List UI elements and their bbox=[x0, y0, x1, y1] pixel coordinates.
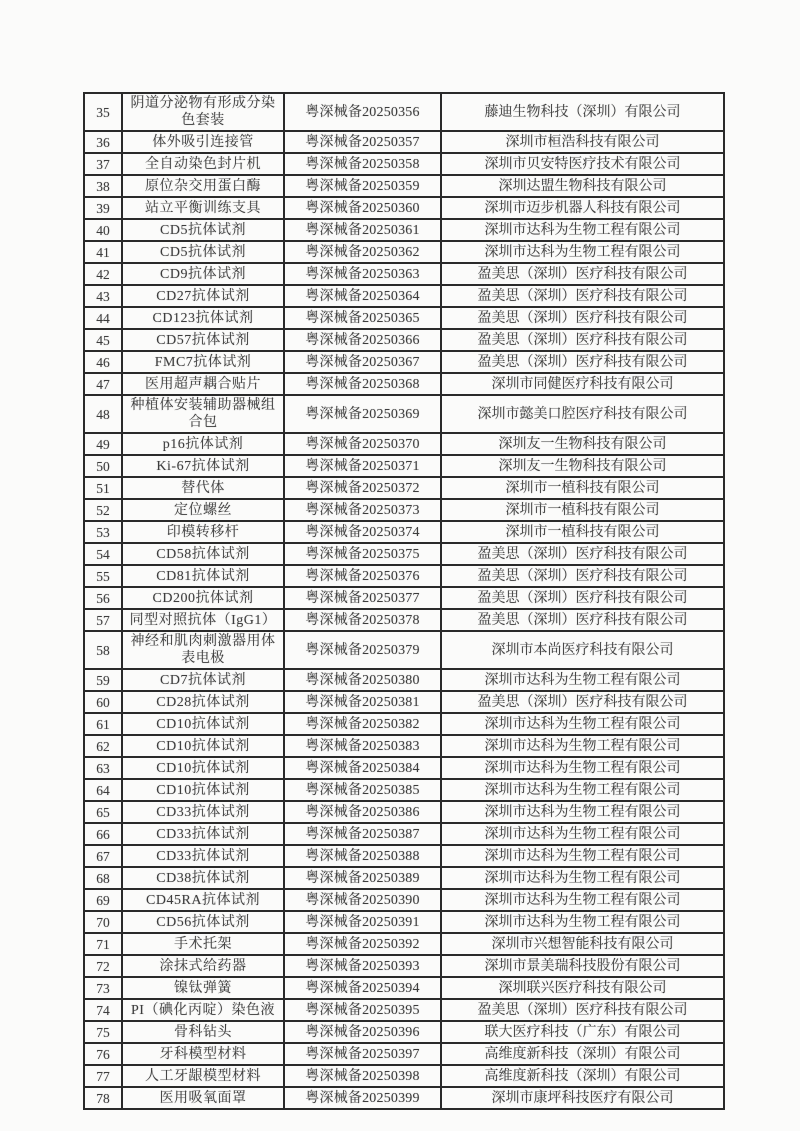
registration-number-cell: 粤深械备20250383 bbox=[284, 735, 441, 757]
company-name-cell: 盈美思（深圳）医疗科技有限公司 bbox=[441, 587, 724, 609]
company-name-cell: 深圳市达科为生物工程有限公司 bbox=[441, 757, 724, 779]
company-name-cell: 深圳联兴医疗科技有限公司 bbox=[441, 977, 724, 999]
row-number-cell: 41 bbox=[84, 241, 122, 263]
table-row bbox=[84, 395, 724, 433]
row-number-cell: 74 bbox=[84, 999, 122, 1021]
product-name-cell: 医用吸氧面罩 bbox=[122, 1087, 284, 1109]
product-name-cell: 种植体安装辅助器械组合包 bbox=[122, 395, 284, 433]
company-name-cell: 藤迪生物科技（深圳）有限公司 bbox=[441, 93, 724, 131]
row-number-cell: 61 bbox=[84, 713, 122, 735]
product-name-cell: FMC7抗体试剂 bbox=[122, 351, 284, 373]
product-name-cell: 牙科模型材料 bbox=[122, 1043, 284, 1065]
registration-number-cell: 粤深械备20250370 bbox=[284, 433, 441, 455]
company-name-cell: 深圳市达科为生物工程有限公司 bbox=[441, 713, 724, 735]
company-name-cell: 深圳市达科为生物工程有限公司 bbox=[441, 779, 724, 801]
row-number-cell: 56 bbox=[84, 587, 122, 609]
registration-number-cell: 粤深械备20250378 bbox=[284, 609, 441, 631]
registration-number-cell: 粤深械备20250382 bbox=[284, 713, 441, 735]
row-number-cell: 47 bbox=[84, 373, 122, 395]
table-row bbox=[84, 285, 724, 307]
registration-number-cell: 粤深械备20250394 bbox=[284, 977, 441, 999]
registration-number-cell: 粤深械备20250392 bbox=[284, 933, 441, 955]
company-name-cell: 盈美思（深圳）医疗科技有限公司 bbox=[441, 351, 724, 373]
company-name-cell: 深圳市达科为生物工程有限公司 bbox=[441, 735, 724, 757]
registration-number-cell: 粤深械备20250362 bbox=[284, 241, 441, 263]
registration-number-cell: 粤深械备20250372 bbox=[284, 477, 441, 499]
table-row bbox=[84, 735, 724, 757]
row-number-cell: 44 bbox=[84, 307, 122, 329]
row-number-cell: 71 bbox=[84, 933, 122, 955]
registration-number-cell: 粤深械备20250384 bbox=[284, 757, 441, 779]
registration-number-cell: 粤深械备20250380 bbox=[284, 669, 441, 691]
registration-number-cell: 粤深械备20250388 bbox=[284, 845, 441, 867]
product-name-cell: 原位杂交用蛋白酶 bbox=[122, 175, 284, 197]
registration-number-cell: 粤深械备20250379 bbox=[284, 631, 441, 669]
product-name-cell: 人工牙龈模型材料 bbox=[122, 1065, 284, 1087]
product-name-cell: PI（碘化丙啶）染色液 bbox=[122, 999, 284, 1021]
table-row bbox=[84, 911, 724, 933]
row-number-cell: 67 bbox=[84, 845, 122, 867]
product-name-cell: 镍钛弹簧 bbox=[122, 977, 284, 999]
registration-number-cell: 粤深械备20250376 bbox=[284, 565, 441, 587]
company-name-cell: 盈美思（深圳）医疗科技有限公司 bbox=[441, 609, 724, 631]
table-row bbox=[84, 499, 724, 521]
row-number-cell: 45 bbox=[84, 329, 122, 351]
company-name-cell: 深圳达盟生物科技有限公司 bbox=[441, 175, 724, 197]
table-row bbox=[84, 455, 724, 477]
row-number-cell: 72 bbox=[84, 955, 122, 977]
registration-number-cell: 粤深械备20250367 bbox=[284, 351, 441, 373]
registration-number-cell: 粤深械备20250377 bbox=[284, 587, 441, 609]
table-row bbox=[84, 477, 724, 499]
table-row bbox=[84, 175, 724, 197]
row-number-cell: 77 bbox=[84, 1065, 122, 1087]
product-name-cell: CD45RA抗体试剂 bbox=[122, 889, 284, 911]
table-row bbox=[84, 197, 724, 219]
row-number-cell: 55 bbox=[84, 565, 122, 587]
table-row bbox=[84, 263, 724, 285]
row-number-cell: 78 bbox=[84, 1087, 122, 1109]
row-number-cell: 54 bbox=[84, 543, 122, 565]
registration-number-cell: 粤深械备20250371 bbox=[284, 455, 441, 477]
company-name-cell: 深圳市达科为生物工程有限公司 bbox=[441, 889, 724, 911]
row-number-cell: 64 bbox=[84, 779, 122, 801]
registration-number-cell: 粤深械备20250391 bbox=[284, 911, 441, 933]
row-number-cell: 68 bbox=[84, 867, 122, 889]
registration-number-cell: 粤深械备20250358 bbox=[284, 153, 441, 175]
row-number-cell: 69 bbox=[84, 889, 122, 911]
row-number-cell: 51 bbox=[84, 477, 122, 499]
registration-number-cell: 粤深械备20250381 bbox=[284, 691, 441, 713]
company-name-cell: 深圳友一生物科技有限公司 bbox=[441, 433, 724, 455]
registration-number-cell: 粤深械备20250365 bbox=[284, 307, 441, 329]
table-row bbox=[84, 977, 724, 999]
company-name-cell: 盈美思（深圳）医疗科技有限公司 bbox=[441, 285, 724, 307]
row-number-cell: 65 bbox=[84, 801, 122, 823]
company-name-cell: 深圳市懿美口腔医疗科技有限公司 bbox=[441, 395, 724, 433]
row-number-cell: 75 bbox=[84, 1021, 122, 1043]
product-name-cell: 定位螺丝 bbox=[122, 499, 284, 521]
product-name-cell: 全自动染色封片机 bbox=[122, 153, 284, 175]
row-number-cell: 73 bbox=[84, 977, 122, 999]
table-row bbox=[84, 521, 724, 543]
product-name-cell: 神经和肌肉刺激器用体表电极 bbox=[122, 631, 284, 669]
table-row bbox=[84, 889, 724, 911]
table-row bbox=[84, 131, 724, 153]
company-name-cell: 深圳市达科为生物工程有限公司 bbox=[441, 823, 724, 845]
table-row bbox=[84, 823, 724, 845]
product-name-cell: CD10抗体试剂 bbox=[122, 757, 284, 779]
registration-number-cell: 粤深械备20250397 bbox=[284, 1043, 441, 1065]
row-number-cell: 42 bbox=[84, 263, 122, 285]
registration-number-cell: 粤深械备20250369 bbox=[284, 395, 441, 433]
product-name-cell: 替代体 bbox=[122, 477, 284, 499]
row-number-cell: 66 bbox=[84, 823, 122, 845]
company-name-cell: 盈美思（深圳）医疗科技有限公司 bbox=[441, 691, 724, 713]
registration-number-cell: 粤深械备20250368 bbox=[284, 373, 441, 395]
registration-number-cell: 粤深械备20250399 bbox=[284, 1087, 441, 1109]
table-row bbox=[84, 713, 724, 735]
row-number-cell: 50 bbox=[84, 455, 122, 477]
row-number-cell: 35 bbox=[84, 93, 122, 131]
product-name-cell: 涂抹式给药器 bbox=[122, 955, 284, 977]
row-number-cell: 60 bbox=[84, 691, 122, 713]
company-name-cell: 深圳市兴想智能科技有限公司 bbox=[441, 933, 724, 955]
product-name-cell: p16抗体试剂 bbox=[122, 433, 284, 455]
table-row bbox=[84, 1087, 724, 1109]
company-name-cell: 盈美思（深圳）医疗科技有限公司 bbox=[441, 565, 724, 587]
table-row bbox=[84, 587, 724, 609]
row-number-cell: 43 bbox=[84, 285, 122, 307]
company-name-cell: 深圳市本尚医疗科技有限公司 bbox=[441, 631, 724, 669]
product-name-cell: CD38抗体试剂 bbox=[122, 867, 284, 889]
registration-number-cell: 粤深械备20250375 bbox=[284, 543, 441, 565]
row-number-cell: 48 bbox=[84, 395, 122, 433]
registration-number-cell: 粤深械备20250366 bbox=[284, 329, 441, 351]
registration-number-cell: 粤深械备20250373 bbox=[284, 499, 441, 521]
registration-number-cell: 粤深械备20250395 bbox=[284, 999, 441, 1021]
registration-number-cell: 粤深械备20250387 bbox=[284, 823, 441, 845]
company-name-cell: 高维度新科技（深圳）有限公司 bbox=[441, 1043, 724, 1065]
product-name-cell: 同型对照抗体（IgG1） bbox=[122, 609, 284, 631]
table-row bbox=[84, 999, 724, 1021]
row-number-cell: 59 bbox=[84, 669, 122, 691]
product-name-cell: CD10抗体试剂 bbox=[122, 735, 284, 757]
row-number-cell: 46 bbox=[84, 351, 122, 373]
row-number-cell: 49 bbox=[84, 433, 122, 455]
product-name-cell: 印模转移杆 bbox=[122, 521, 284, 543]
company-name-cell: 深圳市迈步机器人科技有限公司 bbox=[441, 197, 724, 219]
product-name-cell: CD5抗体试剂 bbox=[122, 219, 284, 241]
company-name-cell: 深圳友一生物科技有限公司 bbox=[441, 455, 724, 477]
product-name-cell: 阴道分泌物有形成分染色套装 bbox=[122, 93, 284, 131]
product-name-cell: 骨科钻头 bbox=[122, 1021, 284, 1043]
registration-number-cell: 粤深械备20250363 bbox=[284, 263, 441, 285]
row-number-cell: 38 bbox=[84, 175, 122, 197]
registration-number-cell: 粤深械备20250356 bbox=[284, 93, 441, 131]
row-number-cell: 36 bbox=[84, 131, 122, 153]
table-row bbox=[84, 757, 724, 779]
registration-number-cell: 粤深械备20250360 bbox=[284, 197, 441, 219]
table-row bbox=[84, 565, 724, 587]
company-name-cell: 深圳市景美瑞科技股份有限公司 bbox=[441, 955, 724, 977]
registration-number-cell: 粤深械备20250386 bbox=[284, 801, 441, 823]
table-row bbox=[84, 351, 724, 373]
product-name-cell: CD7抗体试剂 bbox=[122, 669, 284, 691]
registration-number-cell: 粤深械备20250357 bbox=[284, 131, 441, 153]
registration-table bbox=[83, 92, 725, 1110]
row-number-cell: 76 bbox=[84, 1043, 122, 1065]
company-name-cell: 盈美思（深圳）医疗科技有限公司 bbox=[441, 543, 724, 565]
registration-number-cell: 粤深械备20250359 bbox=[284, 175, 441, 197]
company-name-cell: 深圳市达科为生物工程有限公司 bbox=[441, 845, 724, 867]
table-row bbox=[84, 609, 724, 631]
product-name-cell: Ki-67抗体试剂 bbox=[122, 455, 284, 477]
table-row bbox=[84, 933, 724, 955]
company-name-cell: 深圳市同健医疗科技有限公司 bbox=[441, 373, 724, 395]
row-number-cell: 63 bbox=[84, 757, 122, 779]
company-name-cell: 深圳市康坪科技医疗有限公司 bbox=[441, 1087, 724, 1109]
table-row bbox=[84, 153, 724, 175]
table-row bbox=[84, 241, 724, 263]
table-row bbox=[84, 93, 724, 131]
company-name-cell: 盈美思（深圳）医疗科技有限公司 bbox=[441, 329, 724, 351]
product-name-cell: CD33抗体试剂 bbox=[122, 823, 284, 845]
company-name-cell: 盈美思（深圳）医疗科技有限公司 bbox=[441, 263, 724, 285]
table-row bbox=[84, 1021, 724, 1043]
product-name-cell: CD123抗体试剂 bbox=[122, 307, 284, 329]
table-row bbox=[84, 543, 724, 565]
table-row bbox=[84, 631, 724, 669]
company-name-cell: 深圳市一植科技有限公司 bbox=[441, 521, 724, 543]
company-name-cell: 深圳市贝安特医疗技术有限公司 bbox=[441, 153, 724, 175]
company-name-cell: 深圳市达科为生物工程有限公司 bbox=[441, 241, 724, 263]
company-name-cell: 盈美思（深圳）医疗科技有限公司 bbox=[441, 307, 724, 329]
company-name-cell: 深圳市一植科技有限公司 bbox=[441, 477, 724, 499]
product-name-cell: CD27抗体试剂 bbox=[122, 285, 284, 307]
table-row bbox=[84, 867, 724, 889]
product-name-cell: 手术托架 bbox=[122, 933, 284, 955]
table-row bbox=[84, 219, 724, 241]
registration-number-cell: 粤深械备20250385 bbox=[284, 779, 441, 801]
product-name-cell: CD57抗体试剂 bbox=[122, 329, 284, 351]
row-number-cell: 57 bbox=[84, 609, 122, 631]
registration-number-cell: 粤深械备20250396 bbox=[284, 1021, 441, 1043]
company-name-cell: 高维度新科技（深圳）有限公司 bbox=[441, 1065, 724, 1087]
product-name-cell: 体外吸引连接管 bbox=[122, 131, 284, 153]
row-number-cell: 37 bbox=[84, 153, 122, 175]
product-name-cell: CD81抗体试剂 bbox=[122, 565, 284, 587]
table-row bbox=[84, 329, 724, 351]
company-name-cell: 深圳市达科为生物工程有限公司 bbox=[441, 801, 724, 823]
registration-number-cell: 粤深械备20250374 bbox=[284, 521, 441, 543]
table-row bbox=[84, 955, 724, 977]
row-number-cell: 52 bbox=[84, 499, 122, 521]
registration-number-cell: 粤深械备20250389 bbox=[284, 867, 441, 889]
product-name-cell: CD56抗体试剂 bbox=[122, 911, 284, 933]
product-name-cell: CD9抗体试剂 bbox=[122, 263, 284, 285]
row-number-cell: 62 bbox=[84, 735, 122, 757]
row-number-cell: 70 bbox=[84, 911, 122, 933]
company-name-cell: 深圳市达科为生物工程有限公司 bbox=[441, 867, 724, 889]
company-name-cell: 深圳市达科为生物工程有限公司 bbox=[441, 219, 724, 241]
company-name-cell: 联大医疗科技（广东）有限公司 bbox=[441, 1021, 724, 1043]
company-name-cell: 盈美思（深圳）医疗科技有限公司 bbox=[441, 999, 724, 1021]
registration-table-body bbox=[84, 93, 724, 1109]
product-name-cell: CD28抗体试剂 bbox=[122, 691, 284, 713]
product-name-cell: 站立平衡训练支具 bbox=[122, 197, 284, 219]
product-name-cell: CD10抗体试剂 bbox=[122, 713, 284, 735]
company-name-cell: 深圳市达科为生物工程有限公司 bbox=[441, 911, 724, 933]
product-name-cell: CD58抗体试剂 bbox=[122, 543, 284, 565]
table-row bbox=[84, 1065, 724, 1087]
registration-number-cell: 粤深械备20250361 bbox=[284, 219, 441, 241]
table-row bbox=[84, 669, 724, 691]
product-name-cell: CD10抗体试剂 bbox=[122, 779, 284, 801]
table-row bbox=[84, 691, 724, 713]
row-number-cell: 39 bbox=[84, 197, 122, 219]
table-row bbox=[84, 845, 724, 867]
table-row bbox=[84, 779, 724, 801]
registration-number-cell: 粤深械备20250364 bbox=[284, 285, 441, 307]
table-row bbox=[84, 373, 724, 395]
product-name-cell: CD5抗体试剂 bbox=[122, 241, 284, 263]
company-name-cell: 深圳市达科为生物工程有限公司 bbox=[441, 669, 724, 691]
table-row bbox=[84, 801, 724, 823]
product-name-cell: CD33抗体试剂 bbox=[122, 801, 284, 823]
table-row bbox=[84, 307, 724, 329]
table-row bbox=[84, 1043, 724, 1065]
product-name-cell: CD200抗体试剂 bbox=[122, 587, 284, 609]
registration-number-cell: 粤深械备20250398 bbox=[284, 1065, 441, 1087]
company-name-cell: 深圳市一植科技有限公司 bbox=[441, 499, 724, 521]
product-name-cell: 医用超声耦合贴片 bbox=[122, 373, 284, 395]
row-number-cell: 58 bbox=[84, 631, 122, 669]
registration-number-cell: 粤深械备20250390 bbox=[284, 889, 441, 911]
row-number-cell: 40 bbox=[84, 219, 122, 241]
registration-number-cell: 粤深械备20250393 bbox=[284, 955, 441, 977]
product-name-cell: CD33抗体试剂 bbox=[122, 845, 284, 867]
company-name-cell: 深圳市桓浩科技有限公司 bbox=[441, 131, 724, 153]
table-row bbox=[84, 433, 724, 455]
row-number-cell: 53 bbox=[84, 521, 122, 543]
